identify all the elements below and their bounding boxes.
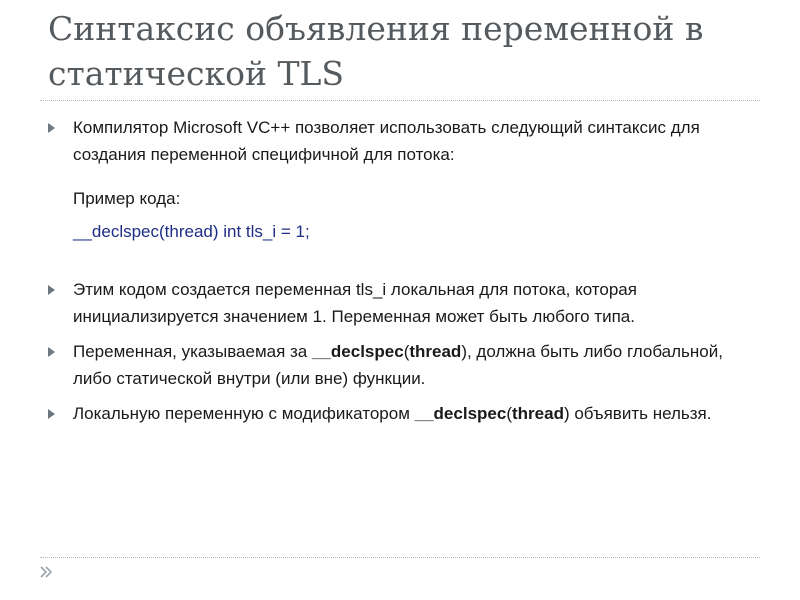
bullet-text-post: ) объявить нельзя. [563, 404, 712, 423]
bullet-triangle-icon [48, 285, 55, 295]
bullet-triangle-icon [48, 347, 55, 357]
slide-title: Синтаксис объявления переменной в статической TLS [48, 9, 704, 93]
keyword-declspec: __declspec [414, 404, 507, 423]
bullet-text: Этим кодом создается переменная tls_i локальная для потока, которая инициализируется значением 1. Переменная может быть любого типа. [73, 280, 637, 326]
bullet-text-paren: ( [403, 342, 410, 361]
bullet-triangle-icon [48, 123, 55, 133]
double-chevron-right-icon [40, 566, 52, 578]
title-divider [40, 100, 760, 101]
keyword-thread: thread [409, 342, 462, 361]
keyword-declspec: __declspec [312, 342, 404, 361]
code-line: __declspec(thread) int tls_i = 1; [73, 222, 310, 241]
keyword-thread: thread [512, 404, 564, 423]
bullet-item [48, 400, 758, 427]
bullet-item [48, 276, 758, 330]
bullet-item [48, 114, 758, 168]
bullet-text-pre: Локальную переменную с модификатором [73, 404, 415, 423]
slide-content [48, 114, 758, 427]
bullet-triangle-icon [48, 409, 55, 419]
example-label: Пример кода: [73, 189, 181, 208]
footer-divider [40, 557, 760, 558]
bullet-text-pre: Переменная, указываемая за [73, 342, 312, 361]
bullet-item [48, 338, 758, 392]
bullet-text: Компилятор Microsoft VC++ позволяет использовать следующий синтаксис для создания переменной специфичной для потока: [73, 118, 700, 164]
bullet-text-post: ), должна быть либо глобальной, либо статической внутри (или вне) функции. [73, 342, 723, 388]
bullet-text-paren: ( [506, 404, 512, 423]
